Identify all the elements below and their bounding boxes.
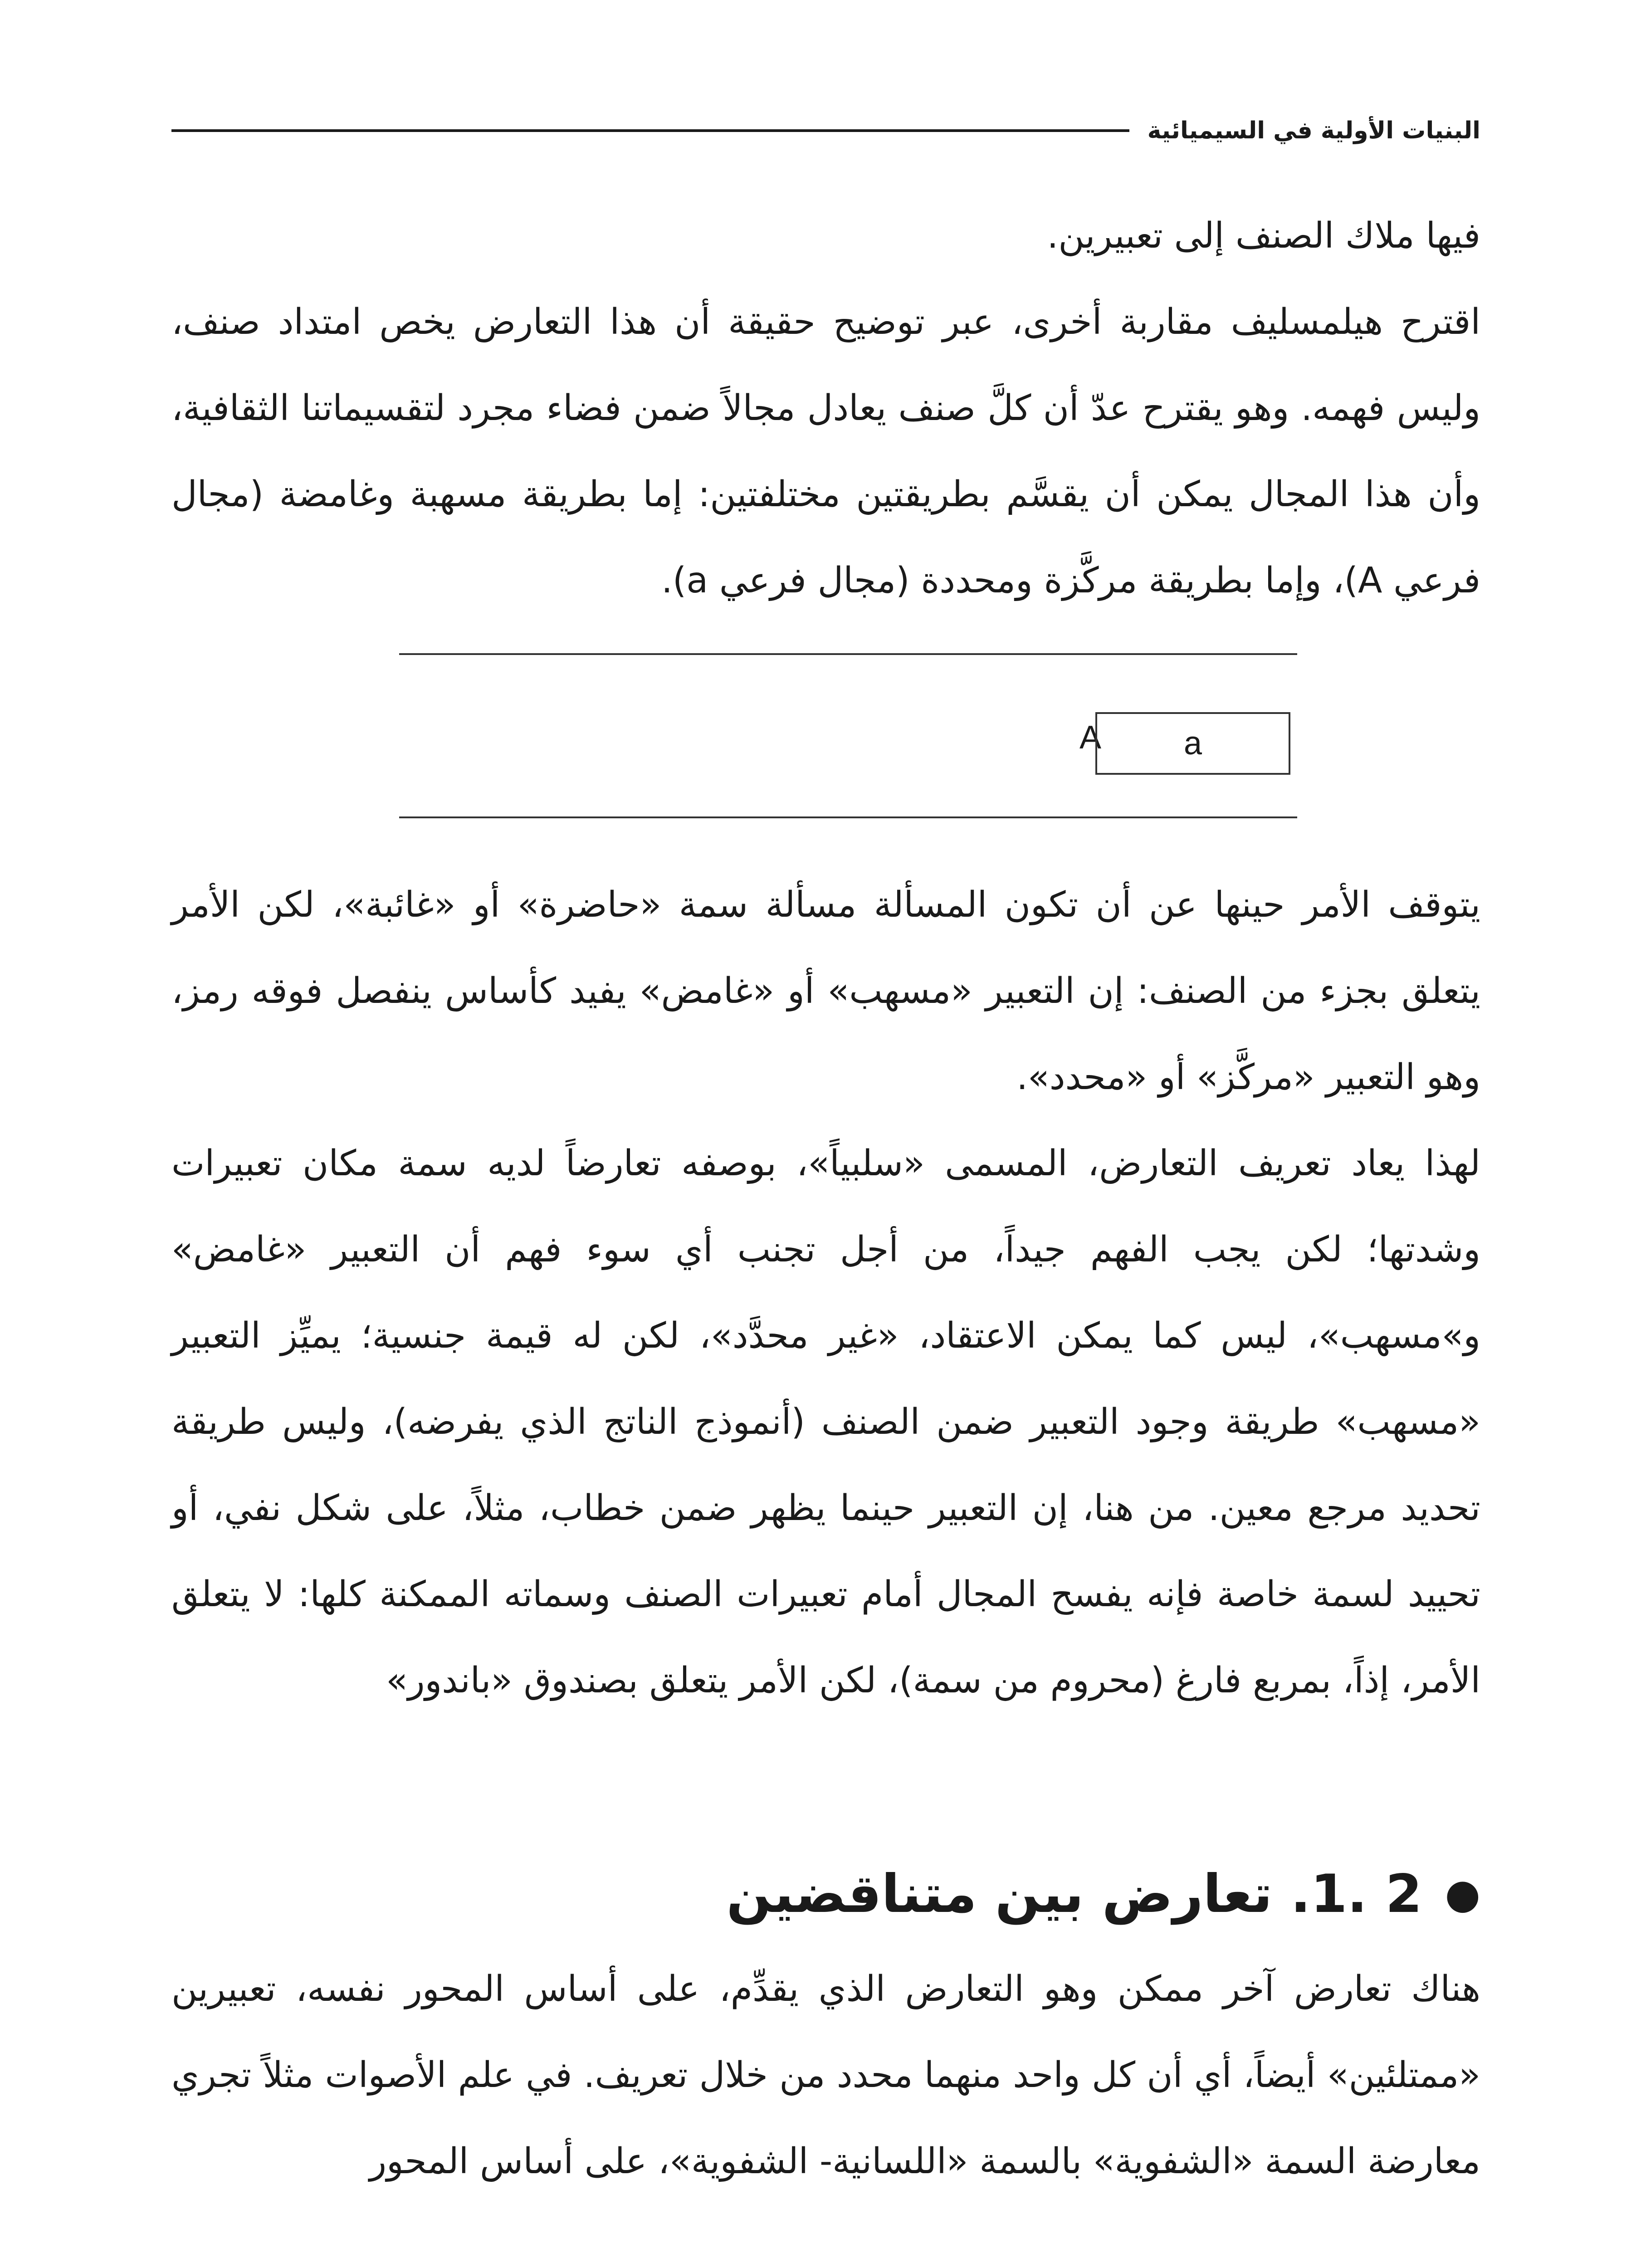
section-heading bbox=[590, 1855, 1480, 1932]
section-title: 2 .1. تعارض بين متناقضين bbox=[726, 1863, 1422, 1925]
paragraph: لهذا يعاد تعريف التعارض، المسمى «سلبياً»، بوصفه تعارضاً لديه سمة مكان تعبيرات وشدتها؛ لكن يجب الفهم جيداً، من أجل تجنب أي سوء فهم أن التعبير «غامض» و»مسهب»، ليس كما يمكن الاعتقاد، «غير محدَّد»، لكن له قيمة جنسية؛ يميِّز التعبير «مسهب» طريقة وجود التعبير ضمن الصنف (أنموذج الناتج الذي يفرضه)، وليس طريقة تحديد مرجع معين. من هنا، إن التعبير حينما يظهر ضمن خطاب، مثلاً، على شكل نفي، أو تحييد لسمة خاصة فإنه يفسح المجال أمام تعبيرات الصنف وسماته الممكنة كلها: لا يتعلق الأمر، إذاً، بمربع فارغ (محروم من سمة)، لكن الأمر يتعلق بصندوق «باندور» bbox=[171, 1143, 1480, 1701]
diagram-top-line bbox=[399, 653, 1297, 655]
diagram-label-A: A bbox=[1079, 719, 1102, 756]
paragraph: هناك تعارض آخر ممكن وهو التعارض الذي يقدِّم، على أساس المحور نفسه، تعبيرين «ممتلئين» أيضاً، أي أن كل واحد منهما محدد من خلال تعريف. في علم الأصوات مثلاً تجري معارضة السمة «الشفوية» بالسمة «اللسانية- الشفوية»، على أساس المحور bbox=[171, 1969, 1480, 2182]
paragraph: اقترح هيلمسليف مقاربة أخرى، عبر توضيح حقيقة أن هذا التعارض يخص امتداد صنف، وليس فهمه. وهو يقترح عدّ أن كلَّ صنف يعادل مجالاً ضمن فضاء مجرد لتقسيماتنا الثقافية، وأن هذا المجال يمكن أن يقسَّم بطريقتين مختلفتين: إما بطريقة مسهبة وغامضة (مجال فرعي A)، وإما بطريقة مركَّزة ومحددة (مجال فرعي a). bbox=[171, 302, 1480, 601]
paragraph: فيها ملاك الصنف إلى تعبيرين. bbox=[1047, 215, 1480, 256]
running-header bbox=[171, 112, 1480, 149]
diagram-box-a bbox=[1095, 712, 1290, 775]
header-rule bbox=[171, 129, 1129, 132]
text-block-section bbox=[171, 1946, 1480, 2204]
text-block-main bbox=[171, 862, 1480, 1724]
header-title: البنيات الأولية في السيميائية bbox=[1147, 117, 1480, 144]
diagram-bottom-line bbox=[399, 816, 1297, 818]
paragraph: يتوقف الأمر حينها عن أن تكون المسألة مسألة سمة «حاضرة» أو «غائبة»، لكن الأمر يتعلق بجزء من الصنف: إن التعبير «مسهب» أو «غامض» يفيد كأساس ينفصل فوقه رمز، وهو التعبير «مركَّز» أو «محدد». bbox=[171, 885, 1480, 1098]
bullet-icon: ● bbox=[1445, 1870, 1480, 1918]
diagram-label-a: a bbox=[1183, 725, 1202, 762]
subdomain-diagram bbox=[399, 635, 1297, 835]
text-block-intro bbox=[171, 193, 1480, 624]
